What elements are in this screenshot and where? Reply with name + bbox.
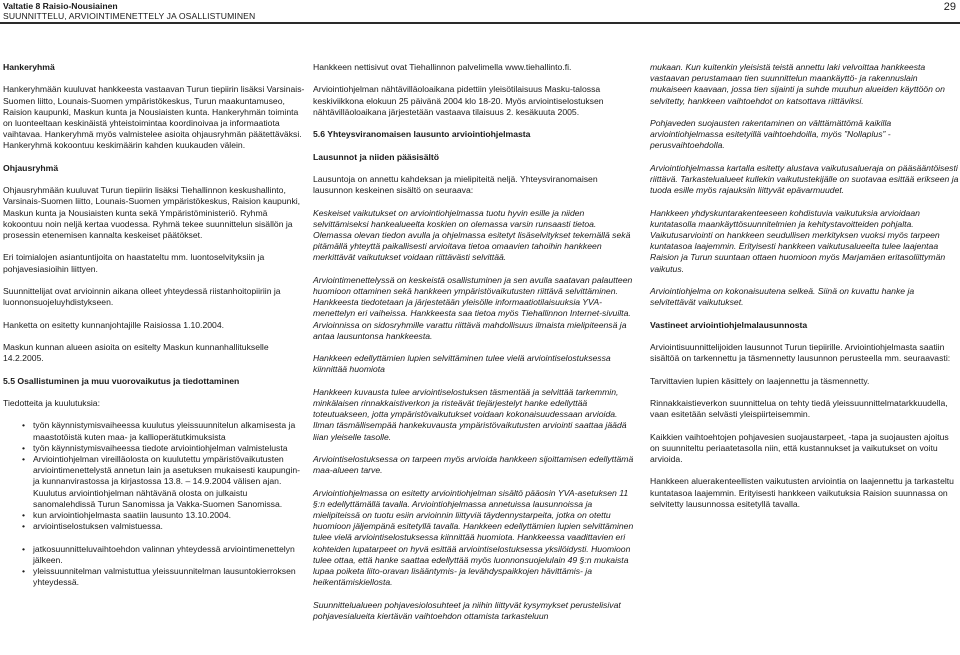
paragraph: Hankeryhmään kuuluvat hankkeesta vastaavan Turun tiepiirin lisäksi Varsinais-Suomen liitto, Lounais-Suomen ympäristökeskus, Turun maakuntamuseo, Raision kaupunki, Maskun kunta ja Nousiaisten kunta. Hankeryhmän toiminta on luonteeltaan keskinäistä yhteistoimintaa koordinoivaa ja informaatiota vaihtavaa. Hankeryhmä myös valmistelee asioita ohjausryhmän päätettäväksi. Hankeryhmä kokoontuu keskimäärin kahden kuukauden välein. (3, 84, 305, 151)
list-item: • työn käynnistymisvaiheessa tiedote arviointiohjelman valmistelusta (3, 443, 309, 454)
quoted-paragraph: mukaan. Kun kuitenkin yleisistä teistä annettu laki velvoittaa hankkeesta vastaavan perustamaan tien suunnittelun maankäyttö- ja rakennuslain mukaiseen kaavaan, jossa tien sijainti ja suhde muuhun alueiden käyttöön on selvitetty, hankkeen vaihtoehdot on katsottava riittäviksi. (650, 62, 945, 106)
column-middle (313, 62, 635, 633)
quoted-paragraph: Hankkeen yhdyskuntarakenteeseen kohdistuvia vaikutuksia arvioidaan kuntatasolla maankäyttösuunnitelmien ja kehitystavoitteiden pohjalta. Vaikutusarviointi on hankkeen seudullisen merkityksen vuoksi myös tarpeen kuntatasoa laajemmin. Erityisesti hankkeen vaikutusalueelta tulee laajentaa Raision ja Turun suuntaan ottaen huomioon myös Marjamäen eritasoliittymän vaikutus. (650, 207, 946, 274)
heading-vastineet: Vastineet arviointiohjelmalausunnosta (650, 319, 808, 330)
bullet-list (3, 420, 309, 588)
page-header (0, 0, 960, 22)
quoted-paragraph: Hankkeen kuvausta tulee arviointiselostuksen täsmentää ja selvittää tarkemmin, minkälaisen rinnakkaistiverkon ja risteävät tiejärjestelyt hanke edellyttää toteutuakseen, jotta ympäristövaikutukset voidaan kokonaisuudessaan arvioida. Ilman täsmällisempää hankekuvausta ympäristövaikutusten arviointi saattaa jäädä liian yleiselle tasolle. (313, 386, 627, 442)
header-rule (0, 22, 960, 24)
list-item: • Arviointiohjelman vireilläolosta on kuulutettu ympäristövaikutusten arviointimenettelystä annetun lain ja asetuksen mukaisesti kaupungin- ja kunnanvirastossa ja kirjastossa 13.8. – 14.9.2004 välisen ajan. Kuulutus arviointiohjelman nähtävänä olosta on julkaistu sanomalehdissä Turun Sanomissa ja Vakka-Suomen Sanomissa. (3, 454, 309, 510)
paragraph: Hankkeen aluerakenteellisten vaikutusten arviointia on laajennettu ja tarkasteltu kuntatasoa laajemmin. Erityisesti hankkeen vaikutuksia Raision suunnassa on selvitetty lausunnossa esitetyllä tavalla. (650, 476, 954, 509)
quoted-paragraph: Arviointimenettelyssä on keskeistä osallistuminen ja sen avulla saatavan palautteen huomioon ottaminen sekä hankkeen ympäristövaikutusten riittävä selvittäminen. Hankkeesta tiedotetaan ja järjestetään yleisölle informaatiotilaisuuksia YVA-menettelyn eri vaiheissa. Hankkeesta saa tietoa myös Tiehallinnon Internet-sivuilta. Arvioinnissa on sidosryhmille varattu riittävä mahdollisuus ilmaista mielipiteensä ja antaa lausuntonsa hankkeesta. (313, 274, 633, 341)
list-item: • jatkosuunnitteluvaihtoehdon valinnan yhteydessä arviointimenettelyn jälkeen. (3, 544, 309, 566)
quoted-paragraph: Keskeiset vaikutukset on arviointiohjelmassa tuotu hyvin esille ja niiden selvittämiseksi hankealueelta koskien on olemassa varsin runsaasti tietoa. Olemassa olevan tiedon avulla ja ohjelmassa esitetyt lisäselvitykset tekemällä sekä pitämällä yhteyttä paikallisesti arvioitava tietoa omaavien tahoihin hankkeen merkittävät vaikutukset voidaan riittävästi selvittää. (313, 207, 631, 263)
document-title: Valtatie 8 Raisio-Nousiainen (3, 1, 118, 11)
document-subtitle: SUUNNITTELU, ARVIOINTIMENETTELY JA OSALLISTUMINEN (3, 11, 256, 21)
paragraph: Ohjausryhmään kuuluvat Turun tiepiirin lisäksi Tiehallinnon keskushallinto, Varsinais-Suomen liitto, Lounais-Suomen ympäristökeskus, Raision kaupunki, Maskun kunta ja Nousiaisten kunta sekä Ympäristöministeriö. Ryhmä kokoontuu noin neljä kertaa vuodessa. Ryhmä tekee suunnittelun sisällön ja prosessin etenemisen kannalta keskeiset päätökset. (3, 185, 301, 240)
heading-section-5-6: 5.6 Yhteysviranomaisen lausunto arviointiohjelmasta (313, 129, 531, 140)
quoted-paragraph: Arviointiohjelmassa kartalla esitetty alustava vaikutusalueraja on pääsääntöisesti riittävä. Tarkastelualueet kullekin vaikutustekijälle on suotavaa esittää erikseen ja tuoda esille myös rajauksiin liittyvät epävarmuudet. (650, 162, 959, 196)
quoted-paragraph: Hankkeen edellyttämien lupien selvittäminen tulee vielä arviointiselostuksessa kiinnittää huomiota (313, 353, 611, 375)
column-right (650, 62, 960, 521)
paragraph: Lausuntoja on annettu kahdeksan ja mielipiteitä neljä. Yhteysviranomaisen lausunnon keskeinen sisältö on seuraava: (313, 173, 598, 196)
list-item: • arviointiselostuksen valmistuessa. (3, 521, 309, 532)
paragraph: Hankkeen nettisivut ovat Tiehallinnon palvelimella www.tiehallinto.fi. (313, 62, 572, 72)
paragraph: Tiedotteita ja kuulutuksia: (3, 397, 101, 408)
paragraph: Maskun kunnan alueen asioita on esitelty Maskun kunnanhallitukselle 14.2.2005. (3, 341, 269, 364)
paragraph: Tarvittavien lupien käsittely on laajennettu ja täsmennetty. (650, 375, 870, 386)
heading-ohjausryhma: Ohjausryhmä (3, 162, 59, 173)
quoted-paragraph: Pohjaveden suojausten rakentaminen on välttämättömä kaikilla arviointiohjelmassa esitetyillä vaihtoehdoilla, myös ”Nollaplus” -perusvaihtoehdolla. (650, 118, 892, 151)
page-number: 29 (943, 1, 956, 13)
paragraph: Suunnittelijat ovat arvioinnin aikana olleet yhteydessä riistanhoitopiiriin ja luonnonsuojeluyhdistykseen. (3, 285, 281, 308)
paragraph: Rinnakkaistieverkon suunnittelua on tehty tiedä yleissuunnittelmatarkkuudella, vaan esitetään selvästi yleispiirteisemmin. (650, 397, 948, 420)
heading-section-5-5: 5.5 Osallistuminen ja muu vuorovaikutus ja tiedottaminen (3, 375, 240, 386)
paragraph: Hanketta on esitetty kunnanjohtajille Raisiossa 1.10.2004. (3, 319, 225, 330)
list-item: • kun arviointiohjelmasta saatiin lausunto 13.10.2004. (3, 510, 309, 521)
heading-hankeryhma: Hankeryhmä (3, 62, 55, 72)
quoted-paragraph: Arviointiselostuksessa on tarpeen myös arvioida hankkeen sijoittamisen edellyttämä maa-alueen tarve. (313, 453, 634, 476)
quoted-paragraph: Arviointiohjelmassa on esitetty arviointiohjelman sisältö pääosin YVA-asetuksen 11 §:n edellyttämällä tavalla. Arviointiohjelmassa annetuissa lausunnoissa ja mielipiteissä on tuotu esiin arvioinnin liittyviä täydennystarpeita, jotka on otettu huomioon jäljempänä esitetyllä tavalla. Hankkeen edellyttämien lupien selvittäminen tulee vielä arviointiselostuksessa kiinnittää huomiota. Hankkeessa vaadittavien eri kohteiden lupatarpeet on hyvä esittää arviointiselostuksessa yksilöidysti. Huomioon tulee ottaa, että hanke saattaa edellyttää myös luonnonsuojelulain 49 §:n mukaista lupaa poiketa liito-oravan lisääntymis- ja levähdyspaikkojen hävittämis- ja heikentämiskiellosta. (313, 487, 634, 588)
paragraph: Arviointiohjelman nähtävilläoloaikana pidettiin yleisötilaisuus Masku-talossa keskiviikkona elokuun 25 päivänä 2004 klo 18-20. Myös arviointiselostuksen nähtävilläoloaikana järjestetään vastaava tilaisuus 2. kesäkuuta 2005. (313, 84, 604, 117)
paragraph: Arviointisuunnittelijoiden lausunnot Turun tiepiirille. Arviointiohjelmasta saatiin sisältöä on tarkennettu ja täsmennetty lausunnon perusteella mm. seuraavasti: (650, 341, 951, 364)
list-item: • yleissuunnitelman valmistuttua yleissuunnitelman lausuntokierroksen yhteydessä. (3, 566, 309, 588)
quoted-paragraph: Suunnittelualueen pohjavesiolosuhteet ja niihin liittyvät kysymykset perustelisivat pohjavesialueita kiertävän vaihtoehdon ottamista tarkasteluun (313, 599, 621, 621)
list-item: • työn käynnistymisvaiheessa kuulutus yleissuunnitelun alkamisesta ja maastotöistä kuten maa- ja kallioperätutkimuksista (3, 420, 309, 442)
heading-lausunnot: Lausunnot ja niiden pääsisältö (313, 151, 440, 162)
quoted-paragraph: Arviointiohjelma on kokonaisuutena selkeä. Siinä on kuvattu hanke ja selvitettävät vaikutukset. (650, 286, 915, 308)
paragraph: Kaikkien vaihtoehtojen pohjavesien suojaustarpeet, -tapa ja suojausten ajoitus on suunniteltu periaatetasolla niin, että kustannukset ja vaikutukset on voitu arvioida. (650, 431, 949, 464)
paragraph: Eri toimialojen asiantuntijoita on haastateltu mm. luontoselvityksiin ja pohjavesiasioihin liittyen. (3, 252, 265, 274)
column-left (3, 62, 309, 600)
